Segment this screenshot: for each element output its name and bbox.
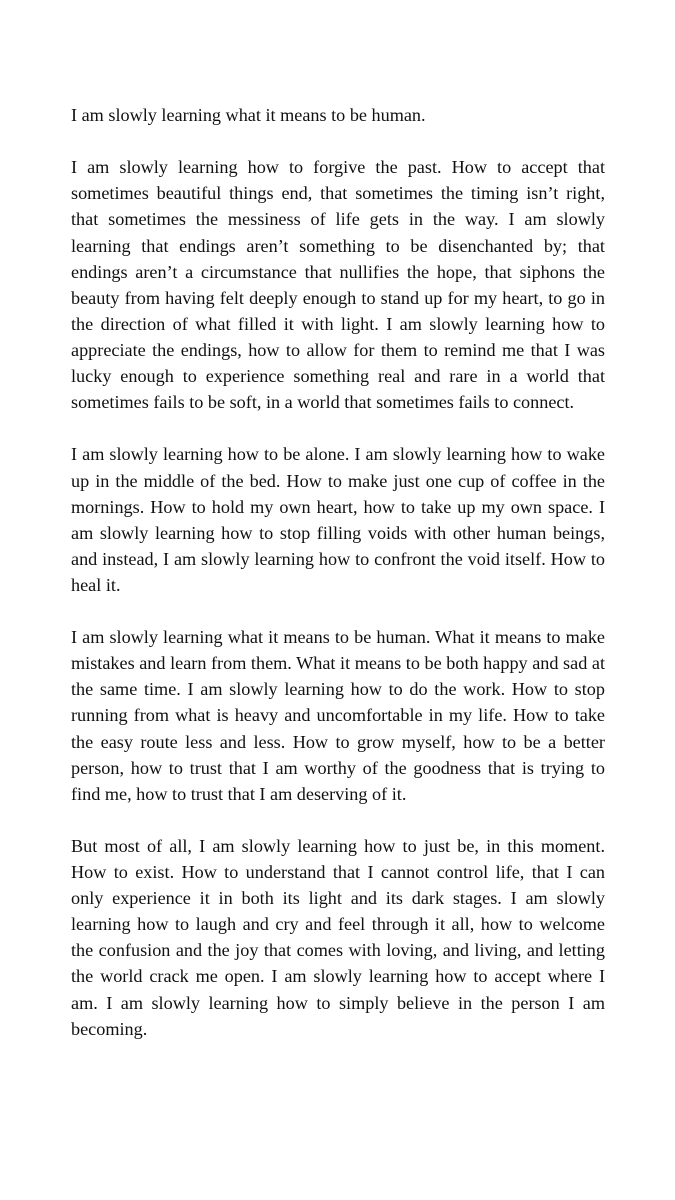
paragraph-spacer (71, 807, 605, 833)
paragraph-just-be: But most of all, I am slowly learning how to just be, in this moment. How to exist. How to understand that I cannot control life, that I can only experience it in both its light and its dark stages. I am slowly learning how to laugh and cry and feel through it all, how to welcome the confusion and the joy that comes with loving, and living, and letting the world crack me open. I am slowly learning how to accept where I am. I am slowly learning how to simply believe in the person I am becoming. (71, 836, 605, 1039)
paragraph-spacer (71, 415, 605, 441)
paragraph-spacer (71, 128, 605, 154)
paragraph-spacer (71, 598, 605, 624)
document-body (71, 102, 605, 1042)
opening-line: I am slowly learning what it means to be human. (71, 105, 426, 125)
paragraph-be-alone: I am slowly learning how to be alone. I am slowly learning how to wake up in the middle of the bed. How to make just one cup of coffee in the mornings. How to hold my own heart, how to take up my own space. I am slowly learning how to stop filling voids with other human beings, and instead, I am slowly learning how to confront the void itself. How to heal it. (71, 444, 605, 595)
paragraph-be-human: I am slowly learning what it means to be human. What it means to make mistakes and learn from them. What it means to be both happy and sad at the same time. I am slowly learning how to do the work. How to stop running from what is heavy and uncomfortable in my life. How to take the easy route less and less. How to grow myself, how to be a better person, how to trust that I am worthy of the goodness that is trying to find me, how to trust that I am deserving of it. (71, 627, 605, 804)
paragraph-forgive-past: I am slowly learning how to forgive the past. How to accept that sometimes beautiful things end, that sometimes the timing isn’t right, that sometimes the messiness of life gets in the way. I am slowly learning that endings aren’t something to be disenchanted by; that endings aren’t a circumstance that nullifies the hope, that siphons the beauty from having felt deeply enough to stand up for my heart, to go in the direction of what filled it with light. I am slowly learning how to appreciate the endings, how to allow for them to remind me that I was lucky enough to experience something real and rare in a world that sometimes fails to be soft, in a world that sometimes fails to connect. (71, 157, 605, 413)
